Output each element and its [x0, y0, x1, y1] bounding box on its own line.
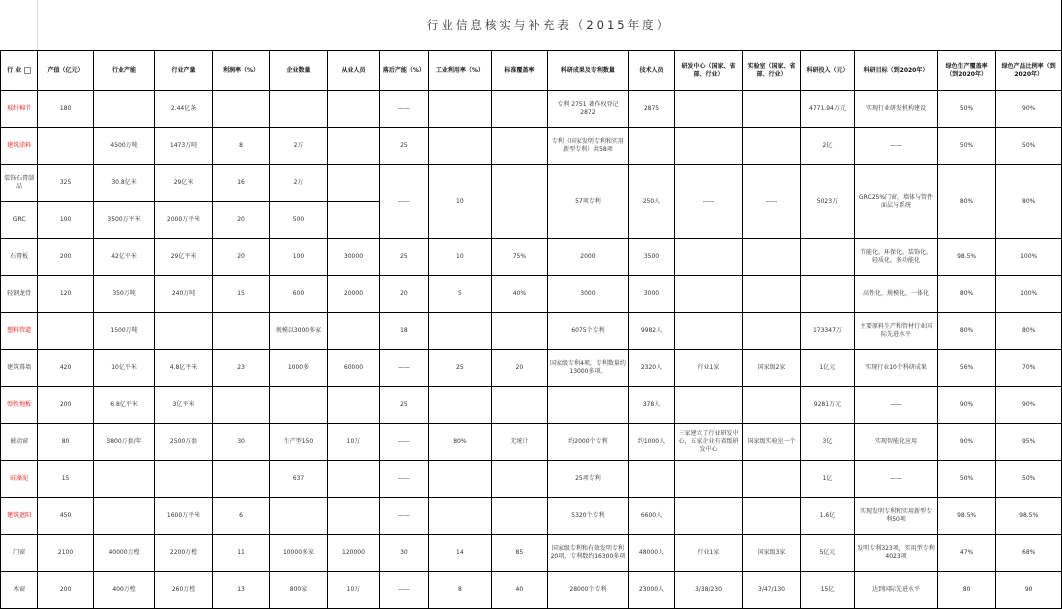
cell[interactable]: 行业1家 — [674, 535, 743, 572]
cell[interactable]: 30 — [380, 535, 428, 572]
cell[interactable]: 25 — [380, 239, 428, 276]
cell[interactable] — [547, 387, 629, 424]
cell[interactable]: 行业1家 — [674, 350, 743, 387]
industry-table — [0, 50, 1062, 609]
table-row — [1, 91, 1062, 128]
cell[interactable]: 3000 — [547, 276, 629, 313]
cell[interactable] — [327, 202, 379, 239]
cell[interactable] — [155, 313, 212, 350]
cell[interactable]: GRC25%门窗，墙体与管件面层与系统 — [855, 165, 938, 239]
cell[interactable]: 3500万平米 — [93, 202, 155, 239]
cell[interactable]: 6.8亿平米 — [93, 387, 155, 424]
cell[interactable] — [270, 387, 327, 424]
cell[interactable]: 20 — [212, 202, 269, 239]
cell[interactable]: 13 — [212, 572, 269, 609]
cell[interactable]: 20 — [212, 239, 269, 276]
cell[interactable]: 国家级专利和有效发明专利20项，专利数约16300多项 — [547, 535, 629, 572]
cell[interactable]: 国家级实验室一个 — [743, 424, 800, 461]
cell[interactable] — [674, 239, 743, 276]
cell[interactable]: 50% — [937, 91, 995, 128]
cell[interactable]: 3亿 — [800, 424, 854, 461]
cell[interactable] — [270, 498, 327, 535]
header-green-products[interactable]: 绿色产品比例率（到2020年） — [996, 51, 1062, 91]
cell[interactable]: 200 — [38, 387, 93, 424]
cell[interactable]: 100% — [996, 239, 1062, 276]
cell[interactable]: 98.5% — [937, 498, 995, 535]
cell[interactable]: 420 — [38, 350, 93, 387]
cell[interactable] — [327, 313, 379, 350]
cell[interactable] — [327, 165, 379, 202]
cell[interactable]: 600 — [270, 276, 327, 313]
cell[interactable]: 2万 — [270, 128, 327, 165]
cell-industry[interactable]: GRC — [1, 202, 38, 239]
cell-industry[interactable]: 被动窗 — [1, 424, 38, 461]
cell[interactable] — [428, 461, 492, 498]
cell[interactable]: 25项专利 — [547, 461, 629, 498]
cell[interactable]: 40 — [492, 572, 547, 609]
cell[interactable] — [800, 239, 854, 276]
header-rd-center[interactable]: 研发中心（国家、省部、行业） — [674, 51, 743, 91]
cell[interactable]: 10亿平米 — [93, 350, 155, 387]
cell[interactable]: —— — [380, 461, 428, 498]
cell[interactable] — [674, 498, 743, 535]
cell[interactable] — [327, 387, 379, 424]
cell[interactable]: 80% — [937, 276, 995, 313]
cell[interactable]: 90 — [996, 572, 1062, 609]
cell[interactable] — [743, 387, 800, 424]
table-row — [1, 572, 1062, 609]
page-title: 行业信息核实与补充表（2015年度） — [37, 0, 1062, 51]
cell-industry[interactable]: 石膏板 — [1, 239, 38, 276]
cell[interactable]: 达到国际先进水平 — [855, 572, 938, 609]
cell[interactable]: 29亿平米 — [155, 239, 212, 276]
cell[interactable]: 6600人 — [629, 498, 674, 535]
cell[interactable] — [212, 387, 269, 424]
header-green-coverage[interactable]: 绿色生产覆盖率（到2020年） — [937, 51, 995, 91]
cell[interactable] — [743, 461, 800, 498]
table-row — [1, 498, 1062, 535]
cell[interactable] — [674, 128, 743, 165]
cell[interactable]: 规模以3000多家 — [270, 313, 327, 350]
header-employees[interactable]: 从业人员 — [327, 51, 379, 91]
cell[interactable]: 15 — [212, 276, 269, 313]
cell[interactable]: 9982人 — [629, 313, 674, 350]
cell[interactable] — [93, 91, 155, 128]
cell[interactable]: 70% — [996, 350, 1062, 387]
cell[interactable] — [428, 313, 492, 350]
cell[interactable]: 80 — [38, 424, 93, 461]
cell[interactable] — [743, 313, 800, 350]
cell[interactable] — [743, 91, 800, 128]
cell[interactable]: —— — [380, 572, 428, 609]
cell[interactable]: 8 — [428, 572, 492, 609]
cell[interactable]: 100 — [270, 239, 327, 276]
cell[interactable]: —— — [855, 387, 938, 424]
header-utilization[interactable]: 工业利用率（%） — [428, 51, 492, 91]
cell[interactable] — [93, 498, 155, 535]
cell-industry[interactable]: 弹性地板 — [1, 387, 38, 424]
cell[interactable]: 5亿元 — [800, 535, 854, 572]
cell[interactable]: 15 — [38, 461, 93, 498]
cell[interactable]: 350万吨 — [93, 276, 155, 313]
cell[interactable]: 450 — [38, 498, 93, 535]
cell[interactable]: 250人 — [629, 165, 674, 239]
header-enterprises[interactable]: 企业数量 — [270, 51, 327, 91]
cell-industry[interactable]: 装饰石膏制品 — [1, 165, 38, 202]
cell[interactable]: 25 — [380, 387, 428, 424]
cell[interactable]: —— — [380, 91, 428, 128]
cell[interactable]: 200 — [38, 572, 93, 609]
cell[interactable]: —— — [855, 128, 938, 165]
cell[interactable]: 3/47/130 — [743, 572, 800, 609]
cell[interactable]: 9281万元 — [800, 387, 854, 424]
cell[interactable]: 10000多家 — [270, 535, 327, 572]
cell[interactable]: 85 — [492, 535, 547, 572]
cell[interactable]: 3亿平米 — [155, 387, 212, 424]
header-output[interactable]: 产值（亿元） — [38, 51, 93, 91]
cell[interactable]: 6 — [212, 498, 269, 535]
cell[interactable]: 23 — [212, 350, 269, 387]
cell[interactable]: 50% — [996, 128, 1062, 165]
table-row — [1, 387, 1062, 424]
cell[interactable]: 专利 2751 著作权登记 2872 — [547, 91, 629, 128]
cell-industry[interactable]: 塑料管道 — [1, 313, 38, 350]
cell-industry[interactable]: 玻纤棉节 — [1, 91, 38, 128]
cell[interactable]: 3/38/230 — [674, 572, 743, 609]
cell[interactable]: —— — [674, 165, 743, 239]
table-row — [1, 128, 1062, 165]
cell[interactable]: 260万樘 — [155, 572, 212, 609]
select-all-corner[interactable] — [0, 0, 38, 51]
cell[interactable]: —— — [380, 424, 428, 461]
cell[interactable]: 80% — [996, 165, 1062, 239]
cell-industry[interactable]: 门窗 — [1, 535, 38, 572]
cell[interactable]: 专利（国家发明专利和实用新型专利）共58项 — [547, 128, 629, 165]
cell[interactable]: —— — [380, 165, 428, 239]
cell[interactable]: 5320个专利 — [547, 498, 629, 535]
cell[interactable] — [743, 498, 800, 535]
cell[interactable]: 75% — [492, 239, 547, 276]
cell[interactable]: 10万 — [327, 424, 379, 461]
header-capacity[interactable]: 行业产能 — [93, 51, 155, 91]
cell[interactable] — [212, 313, 269, 350]
cell[interactable] — [674, 91, 743, 128]
cell[interactable]: 节能化，环保化，装饰化，轻质化，多功能化 — [855, 239, 938, 276]
header-rd-goal[interactable]: 科研目标（到2020年） — [855, 51, 938, 91]
cell[interactable]: 100 — [38, 202, 93, 239]
cell[interactable]: 1亿元 — [800, 350, 854, 387]
cell[interactable]: 8 — [212, 128, 269, 165]
cell[interactable] — [492, 461, 547, 498]
cell[interactable] — [674, 276, 743, 313]
cell[interactable]: 378人 — [629, 387, 674, 424]
cell[interactable]: 120 — [38, 276, 93, 313]
cell[interactable]: 95% — [996, 424, 1062, 461]
cell[interactable]: 2320人 — [629, 350, 674, 387]
header-industry[interactable]: 行 业 — [1, 51, 38, 91]
cell[interactable]: 实现发明专利和实用新型专利50项 — [855, 498, 938, 535]
cell[interactable] — [492, 165, 547, 239]
cell[interactable] — [800, 276, 854, 313]
cell[interactable] — [492, 387, 547, 424]
cell[interactable]: 80 — [937, 572, 995, 609]
header-tech-staff[interactable]: 技术人员 — [629, 51, 674, 91]
cell[interactable]: 42亿平米 — [93, 239, 155, 276]
cell[interactable] — [428, 91, 492, 128]
cell[interactable]: 2000万平米 — [155, 202, 212, 239]
cell[interactable]: 325 — [38, 165, 93, 202]
header-rd-invest[interactable]: 科研投入（元） — [800, 51, 854, 91]
cell[interactable]: 90% — [937, 387, 995, 424]
cell[interactable]: 48000人 — [629, 535, 674, 572]
cell-industry[interactable]: 建筑涂料 — [1, 128, 38, 165]
cell[interactable] — [743, 276, 800, 313]
header-profit[interactable]: 利润率（%） — [212, 51, 269, 91]
cell[interactable]: 国家级专利4项，专利数量约13000多项。 — [547, 350, 629, 387]
cell[interactable]: 80% — [937, 313, 995, 350]
cell[interactable] — [327, 498, 379, 535]
cell[interactable]: 56% — [937, 350, 995, 387]
cell[interactable]: 800家 — [270, 572, 327, 609]
cell[interactable]: 3500 — [629, 239, 674, 276]
cell[interactable]: 2100 — [38, 535, 93, 572]
cell[interactable] — [492, 128, 547, 165]
cell[interactable]: 4500万吨 — [93, 128, 155, 165]
cell[interactable]: 1亿 — [800, 461, 854, 498]
header-patents[interactable]: 科研成果及专利数量 — [547, 51, 629, 91]
cell[interactable]: 90% — [937, 424, 995, 461]
cell[interactable]: 90% — [996, 387, 1062, 424]
cell[interactable] — [629, 461, 674, 498]
cell[interactable]: 57项专利 — [547, 165, 629, 239]
cell[interactable] — [327, 91, 379, 128]
cell[interactable]: 500 — [270, 202, 327, 239]
cell[interactable] — [212, 461, 269, 498]
cell[interactable]: 50% — [937, 128, 995, 165]
cell[interactable] — [674, 387, 743, 424]
header-lab[interactable]: 实验室（国家、省部、行业） — [743, 51, 800, 91]
cell[interactable]: 2875 — [629, 91, 674, 128]
cell[interactable]: 约2000个专利 — [547, 424, 629, 461]
cell[interactable]: 40000万樘 — [93, 535, 155, 572]
cell[interactable] — [212, 91, 269, 128]
cell[interactable]: 20 — [492, 350, 547, 387]
cell[interactable] — [38, 313, 93, 350]
cell[interactable]: 无统计 — [492, 424, 547, 461]
cell[interactable]: 637 — [270, 461, 327, 498]
cell[interactable] — [743, 239, 800, 276]
cell[interactable]: 1600万平米 — [155, 498, 212, 535]
cell[interactable]: —— — [380, 498, 428, 535]
cell[interactable] — [743, 128, 800, 165]
cell[interactable]: 18 — [380, 313, 428, 350]
table-row — [1, 165, 1062, 202]
cell[interactable]: 30.8亿米 — [93, 165, 155, 202]
cell[interactable]: 28000个专利 — [547, 572, 629, 609]
cell[interactable]: 2500万套 — [155, 424, 212, 461]
cell[interactable]: 16 — [212, 165, 269, 202]
cell[interactable]: 30 — [212, 424, 269, 461]
cell[interactable]: 主要原料生产和管材行业国际先进水平 — [855, 313, 938, 350]
cell[interactable] — [674, 313, 743, 350]
cell[interactable] — [492, 313, 547, 350]
cell[interactable]: 30000 — [327, 239, 379, 276]
cell[interactable] — [93, 461, 155, 498]
cell[interactable]: 240万吨 — [155, 276, 212, 313]
table-row — [1, 461, 1062, 498]
cell[interactable]: 80% — [428, 424, 492, 461]
cell[interactable]: 国家级3家 — [743, 535, 800, 572]
cell[interactable]: 20000 — [327, 276, 379, 313]
header-row — [1, 51, 1062, 91]
cell[interactable]: 2200万樘 — [155, 535, 212, 572]
cell[interactable]: 14 — [428, 535, 492, 572]
cell[interactable]: 29亿米 — [155, 165, 212, 202]
cell[interactable]: 6075个专利 — [547, 313, 629, 350]
cell[interactable] — [629, 128, 674, 165]
cell[interactable]: —— — [855, 461, 938, 498]
cell[interactable] — [492, 498, 547, 535]
cell[interactable]: 47% — [937, 535, 995, 572]
table-row — [1, 424, 1062, 461]
cell[interactable]: 100% — [996, 276, 1062, 313]
cell[interactable]: 国家级2家 — [743, 350, 800, 387]
cell[interactable] — [38, 128, 93, 165]
cell[interactable]: 98.5% — [937, 239, 995, 276]
cell[interactable]: 68% — [996, 535, 1062, 572]
cell[interactable] — [270, 91, 327, 128]
cell[interactable]: 1473万吨 — [155, 128, 212, 165]
cell[interactable]: 10 — [428, 239, 492, 276]
cell[interactable]: —— — [743, 165, 800, 239]
cell-industry[interactable]: 建筑遮阳 — [1, 498, 38, 535]
table-row — [1, 276, 1062, 313]
cell[interactable] — [155, 461, 212, 498]
cell[interactable]: 173347万 — [800, 313, 854, 350]
cell[interactable]: 5023万 — [800, 165, 854, 239]
cell[interactable]: 25 — [380, 128, 428, 165]
cell[interactable]: 1.6亿 — [800, 498, 854, 535]
cell[interactable]: 3800万套/年 — [93, 424, 155, 461]
cell[interactable]: 1000多 — [270, 350, 327, 387]
cell[interactable]: 50% — [996, 461, 1062, 498]
table-row — [1, 535, 1062, 572]
filter-dropdown-icon[interactable] — [24, 67, 31, 74]
table-row — [1, 239, 1062, 276]
cell[interactable]: 80% — [996, 313, 1062, 350]
cell[interactable]: 发明专利323项，实用型专利4023项 — [855, 535, 938, 572]
cell-industry[interactable]: 硅藻泥 — [1, 461, 38, 498]
cell[interactable]: 1500万吨 — [93, 313, 155, 350]
cell[interactable] — [428, 498, 492, 535]
cell[interactable] — [327, 461, 379, 498]
cell[interactable]: 实现行业研发机构建设 — [855, 91, 938, 128]
cell[interactable]: 80% — [937, 165, 995, 239]
cell[interactable] — [428, 387, 492, 424]
cell[interactable]: 约1000人 — [629, 424, 674, 461]
cell[interactable]: 23000人 — [629, 572, 674, 609]
cell-industry[interactable]: 轻钢龙骨 — [1, 276, 38, 313]
cell[interactable]: 实现智能化应用 — [855, 424, 938, 461]
cell[interactable]: 2.44亿条 — [155, 91, 212, 128]
cell[interactable]: 20 — [380, 276, 428, 313]
cell[interactable]: 实现行业10个科研成果 — [855, 350, 938, 387]
cell[interactable]: 三家建立了行业研发中心，五家企业有省级研发中心 — [674, 424, 743, 461]
cell[interactable]: —— — [380, 350, 428, 387]
cell[interactable]: 3000 — [629, 276, 674, 313]
cell[interactable]: 高性化，规模化，一体化 — [855, 276, 938, 313]
cell[interactable]: 4771.94万元 — [800, 91, 854, 128]
cell[interactable]: 生产型150 — [270, 424, 327, 461]
cell[interactable] — [674, 461, 743, 498]
header-standards[interactable]: 标准覆盖率 — [492, 51, 547, 91]
cell[interactable] — [492, 91, 547, 128]
cell-industry[interactable]: 建筑幕墙 — [1, 350, 38, 387]
cell[interactable]: 25 — [428, 350, 492, 387]
cell[interactable]: 90% — [996, 91, 1062, 128]
cell[interactable] — [428, 128, 492, 165]
header-backward[interactable]: 落后产能（%） — [380, 51, 428, 91]
cell-industry[interactable]: 木窗 — [1, 572, 38, 609]
cell[interactable]: 11 — [212, 535, 269, 572]
table-row — [1, 313, 1062, 350]
cell[interactable]: 60000 — [327, 350, 379, 387]
cell[interactable]: 50% — [937, 461, 995, 498]
cell[interactable]: 2亿 — [800, 128, 854, 165]
cell[interactable]: 10 — [428, 165, 492, 239]
cell[interactable]: 5 — [428, 276, 492, 313]
cell[interactable]: 2万 — [270, 165, 327, 202]
header-production[interactable]: 行业产量 — [155, 51, 212, 91]
cell[interactable]: 4.8亿平米 — [155, 350, 212, 387]
cell[interactable] — [327, 128, 379, 165]
cell[interactable]: 400万樘 — [93, 572, 155, 609]
table-row — [1, 350, 1062, 387]
cell[interactable]: 200 — [38, 239, 93, 276]
cell[interactable]: 120000 — [327, 535, 379, 572]
cell[interactable]: 180 — [38, 91, 93, 128]
cell[interactable]: 40% — [492, 276, 547, 313]
cell[interactable]: 98.5% — [996, 498, 1062, 535]
cell[interactable]: 15亿 — [800, 572, 854, 609]
cell[interactable]: 10万 — [327, 572, 379, 609]
cell[interactable]: 2000 — [547, 239, 629, 276]
